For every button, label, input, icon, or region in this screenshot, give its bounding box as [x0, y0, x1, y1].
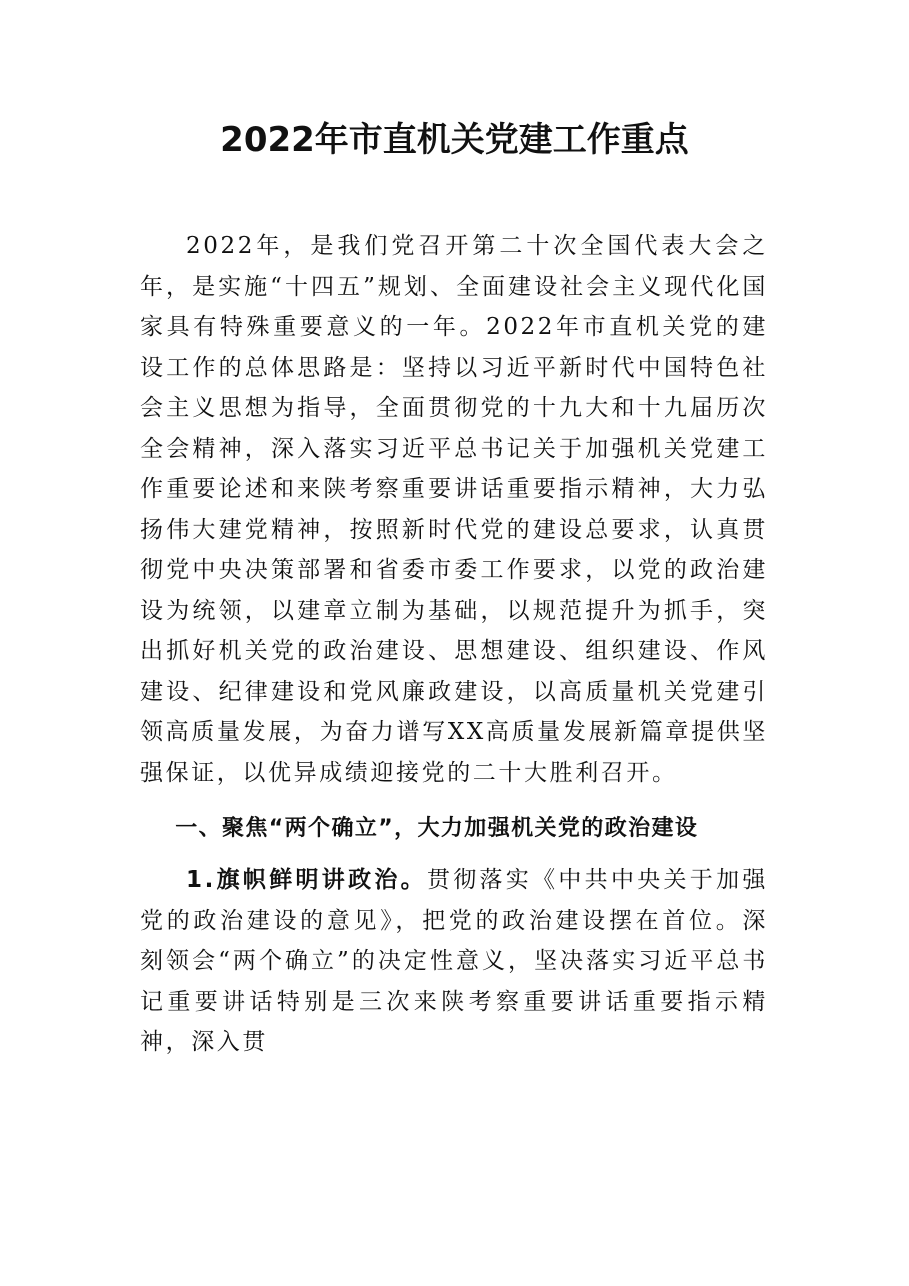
item-lead: 1.旗帜鲜明讲政治。 — [186, 867, 427, 893]
document-title: 2022年市直机关党建工作重点 — [220, 120, 689, 160]
section-heading: 一、聚焦“两个确立”，大力加强机关党的政治建设 — [175, 816, 699, 841]
document-body — [140, 226, 768, 1063]
item-paragraph — [140, 860, 768, 1063]
intro-paragraph: 2022年，是我们党召开第二十次全国代表大会之年，是实施“十四五”规划、全面建设社会主义现代化国家具有特殊重要意义的一年。2022年市直机关党的建设工作的总体思路是：坚持以习近平新时代中国特色社会主义思想为指导，全面贯彻党的十九大和十九届历次全会精神，深入落实习近平总书记关于加强机关党建工作重要论述和来陕考察重要讲话重要指示精神，大力弘扬伟大建党精神，按照新时代党的建设总要求，认真贯彻党中央决策部署和省委市委工作要求，以党的政治建设为统领，以建章立制为基础，以规范提升为抓手，突出抓好机关党的政治建设、思想建设、组织建设、作风建设、纪律建设和党风廉政建设，以高质量机关党建引领高质量发展，为奋力谱写XX高质量发展新篇章提供坚强保证，以优异成绩迎接党的二十大胜利召开。 — [140, 233, 768, 786]
item-text: 贯彻落实《中共中央关于加强党的政治建设的意见》，把党的政治建设摆在首位。深刻领会“两个确立”的决定性意义，坚决落实习近平总书记重要讲话特别是三次来陕考察重要讲话重要指示精神，深入贯 — [140, 867, 768, 1055]
